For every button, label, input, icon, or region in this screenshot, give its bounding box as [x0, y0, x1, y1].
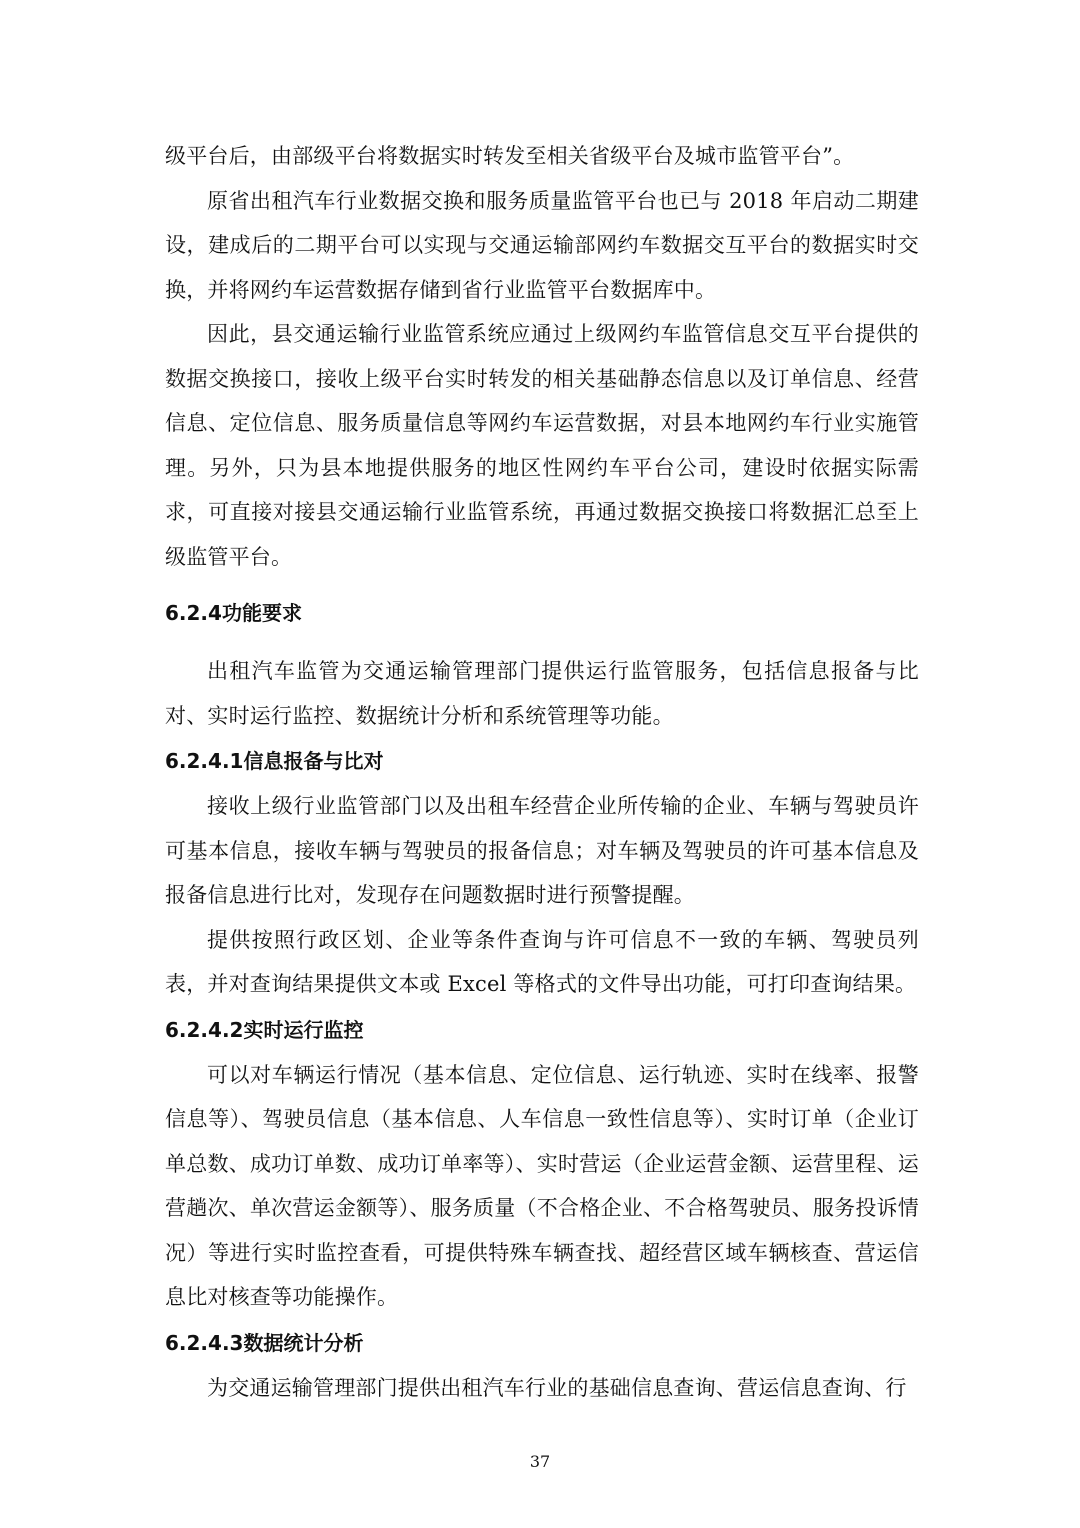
paragraph-2: 原省出租汽车行业数据交换和服务质量监管平台也已与 2018 年启动二期建设，建成后的二期平台可以实现与交通运输部网约车数据交互平台的数据实时交换，并将网约车运营数据存储到省行业监管平台数据库中。 [165, 188, 919, 302]
paragraph-4: 出租汽车监管为交通运输管理部门提供运行监管服务，包括信息报备与比对、实时运行监控、数据统计分析和系统管理等功能。 [165, 659, 919, 728]
paragraph-3: 因此，县交通运输行业监管系统应通过上级网约车监管信息交互平台提供的数据交换接口，接收上级平台实时转发的相关基础静态信息以及订单信息、经营信息、定位信息、服务质量信息等网约车运营数据，对县本地网约车行业实施管理。另外，只为县本地提供服务的地区性网约车平台公司，建设时依据实际需求，可直接对接县交通运输行业监管系统，再通过数据交换接口将数据汇总至上级监管平台。 [165, 322, 919, 569]
paragraph-7: 可以对车辆运行情况（基本信息、定位信息、运行轨迹、实时在线率、报警信息等）、驾驶员信息（基本信息、人车信息一致性信息等）、实时订单（企业订单总数、成功订单数、成功订单率等）、实时营运（企业运营金额、运营里程、运营趟次、单次营运金额等）、服务质量（不合格企业、不合格驾驶员、服务投诉情况）等进行实时监控查看，可提供特殊车辆查找、超经营区域车辆核查、营运信息比对核查等功能操作。 [165, 1062, 919, 1309]
section-heading-6-2-4-3: 6.2.4.3数据统计分析 [165, 1330, 364, 1355]
page-content [165, 134, 919, 1410]
section-heading-6-2-4-1: 6.2.4.1信息报备与比对 [165, 749, 384, 773]
paragraph-5: 接收上级行业监管部门以及出租车经营企业所传输的企业、车辆与驾驶员许可基本信息，接收车辆与驾驶员的报备信息；对车辆及驾驶员的许可基本信息及报备信息进行比对，发现存在问题数据时进行预警提醒。 [165, 794, 919, 907]
paragraph-6: 提供按照行政区划、企业等条件查询与许可信息不一致的车辆、驾驶员列表，并对查询结果提供文本或 Excel 等格式的文件导出功能，可打印查询结果。 [165, 927, 919, 996]
section-heading-6-2-4-2: 6.2.4.2实时运行监控 [165, 1017, 364, 1042]
page-number: 37 [529, 1452, 551, 1471]
paragraph-1: 级平台后，由部级平台将数据实时转发至相关省级平台及城市监管平台”。 [165, 144, 855, 168]
paragraph-8: 为交通运输管理部门提供出租汽车行业的基础信息查询、营运信息查询、行 [207, 1375, 907, 1400]
section-heading-6-2-4: 6.2.4功能要求 [165, 601, 302, 625]
